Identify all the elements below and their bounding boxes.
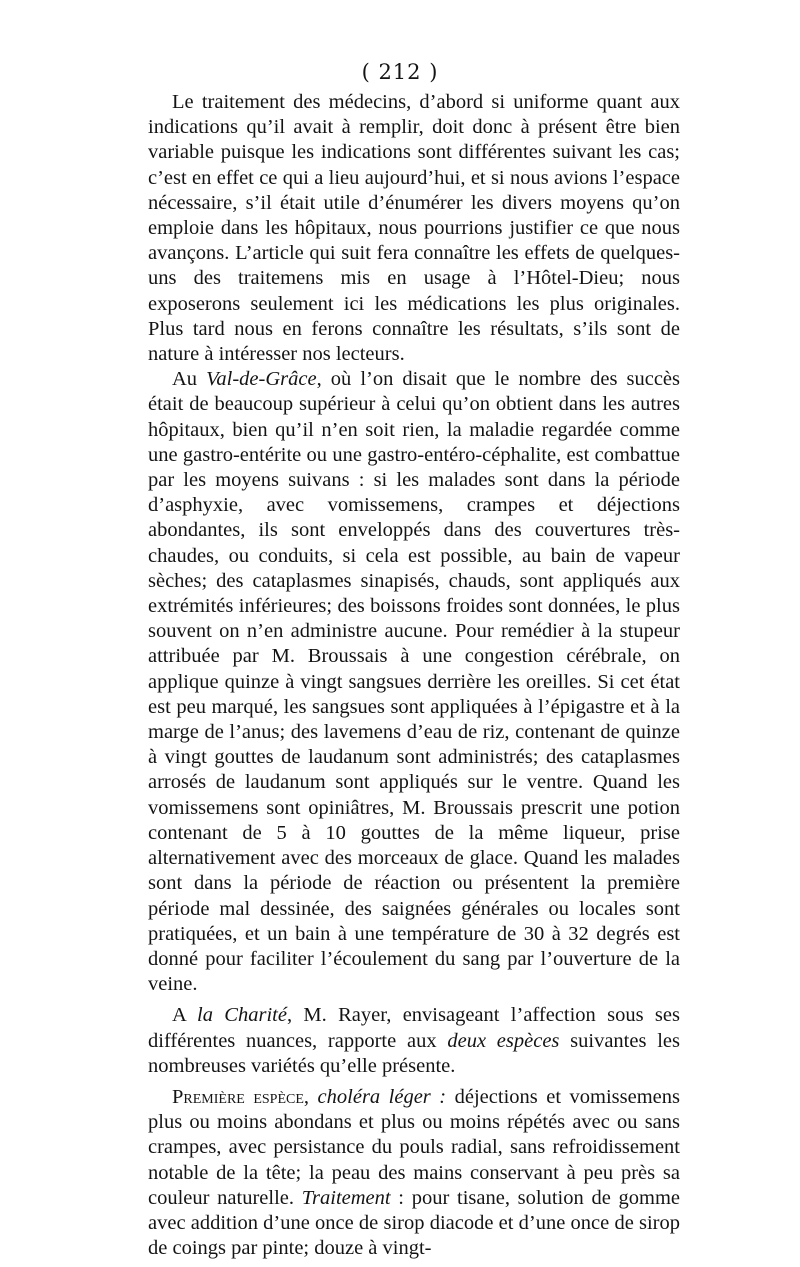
punctuation: , xyxy=(303,1085,318,1108)
paragraph-body-end: suivantes les nombreuses variétés qu’elle présente. xyxy=(148,1029,680,1077)
paragraph-treatment-intro: Le traitement des médecins, d’abord si uniforme quant aux indications qu’il avait à remplir, doit donc à présent être bien variable puisque les indications sont différentes suivant les cas; c’est en effet ce qui a lieu aujourd’hui, et si nous avions l’espace nécessaire, s’il était utile d’énumérer les divers moyens qu’on emploie dans les hôpitaux, nous pourrions justifier ce que nous avançons. L’article qui suit fera connaître les effets de quelques-uns des traitemens mis en usage à l’Hôtel-Dieu; nous exposerons seulement ici les médications les plus originales. Plus tard nous en ferons connaître les résultats, s’ils sont de nature à intéresser nos lecteurs. xyxy=(148,91,680,366)
paragraph-body: , M. Rayer, envisageant l’affection sous ses différentes nuances, rapporte aux xyxy=(148,1004,680,1052)
paragraph-premiere-espece xyxy=(148,1085,680,1261)
section-label-premiere-espece: Première espèce xyxy=(172,1085,304,1108)
paragraph-body: déjections et vomissemens plus ou moins abondans et plus ou moins répétés avec ou sans crampes, avec persistance du pouls radial, sans refroidissement notable de la tête; la peau des mains conservant à peu près sa couleur naturelle. xyxy=(148,1085,680,1209)
body-text xyxy=(148,90,680,1267)
page-number: ( 212 ) xyxy=(361,60,439,84)
paragraph-val-de-grace xyxy=(148,367,680,997)
paragraph-prefix: A xyxy=(172,1004,198,1027)
paragraph-charite xyxy=(148,1003,680,1079)
hospital-name-val-de-grace: Val-de-Grâce xyxy=(206,368,317,391)
paragraph-body-end: : pour tisane, solution de gomme avec addition d’une once de sirop diacode et d’une once de sirop de coings par pinte; douze à vingt- xyxy=(148,1186,680,1260)
paragraph-body: , où l’on disait que le nombre des succès était de beaucoup supérieur à celui qu’on obtient dans les autres hôpitaux, bien qu’il n’en soit rien, la maladie regardée comme une gastro-entérite ou une gastro-entéro-céphalite, est combattue par les moyens suivans : si les malades sont dans la période d’asphyxie, avec vomissemens, crampes et déjections abondantes, ils sont enveloppés dans des couvertures très-chaudes, ou conduits, si cela est possible, au bain de vapeur sèches; des cataplasmes sinapisés, chauds, sont appliqués aux extrémités inférieures; des boissons froides sont données, le plus souvent on n’en administre aucune. Pour remédier à la stupeur attribuée par M. Broussais à une congestion cérébrale, on applique quinze à vingt sangsues derrière les oreilles. Si cet état est peu marqué, les sangsues sont appliquées à l’épigastre et à la marge de l’anus; des lavemens d’eau de riz, contenant de quinze à vingt gouttes de laudanum sont administrés; des cataplasmes arrosés de laudanum sont appliqués sur le ventre. Quand les vomissemens sont opiniâtres, M. Broussais prescrit une potion contenant de 5 à 10 gouttes de la même liqueur, prise alternativement avec des morceaux de glace. Quand les malades sont dans la période de réaction ou présentent la première période mal dessinée, des saignées générales ou locales sont pratiquées, et un bain à une température de 30 à 32 degrés est donné pour faciliter l’écoulement du sang par l’ouverture de la veine. xyxy=(148,368,680,996)
emphasis-traitement: Traitement xyxy=(301,1186,391,1209)
emphasis-cholera-leger: choléra léger : xyxy=(317,1085,447,1108)
emphasis-deux-especes: deux espèces xyxy=(447,1029,560,1052)
hospital-name-charite: la Charité xyxy=(197,1004,287,1027)
paragraph-prefix: Au xyxy=(172,368,207,391)
